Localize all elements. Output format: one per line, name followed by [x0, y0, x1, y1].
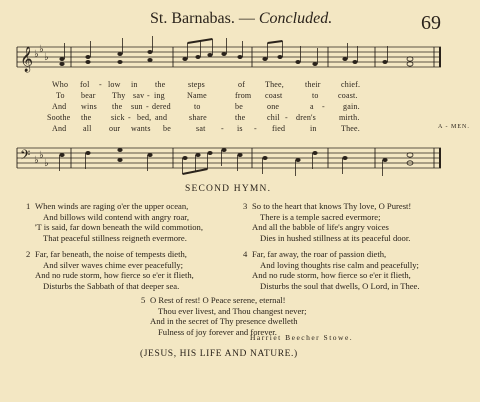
verse-2: [26, 249, 194, 291]
syllable: wants: [131, 124, 151, 133]
verse-number: 4: [243, 249, 248, 259]
svg-text:♭: ♭: [39, 150, 44, 161]
syllable: low: [108, 80, 121, 89]
verse-line: Disturbs the soul that dwells, O Lord, in Thee.: [260, 280, 420, 291]
syllable: of: [238, 80, 246, 89]
syllable: -: [322, 102, 325, 111]
treble-notes: [59, 50, 413, 66]
svg-text:𝄞: 𝄞: [20, 47, 34, 72]
syllable: sun: [131, 102, 143, 111]
verse-line: And billows wild contend with angry roar,: [43, 211, 189, 222]
syllable: their: [305, 80, 321, 89]
syllable: chief.: [341, 80, 361, 89]
syllable: mirth.: [339, 113, 360, 122]
bass-staff: [17, 148, 441, 168]
verse-number: 5: [141, 295, 146, 305]
syllable: in: [131, 80, 138, 89]
syllable: Thy: [112, 91, 126, 100]
syllable: from: [235, 91, 252, 100]
syllable: sat: [196, 124, 206, 133]
syllable: Name: [187, 91, 207, 100]
tune-name: St. Barnabas.: [150, 10, 235, 27]
hymn-author: Harriet Beecher Stowe.: [250, 333, 354, 342]
syllable: sav: [133, 91, 145, 100]
verse-line: There is a temple sacred evermore;: [260, 211, 381, 222]
syllable: Soothe: [47, 113, 71, 122]
syllable: Thee,: [265, 80, 284, 89]
syllable: -: [254, 124, 257, 133]
verse-line: Disturbs the Sabbath of that deeper sea.: [43, 280, 180, 291]
lyrics-line-3: [0, 102, 480, 113]
syllable: our: [109, 124, 121, 133]
syllable: Thee.: [341, 124, 360, 133]
lyrics-line-5: [0, 124, 480, 135]
lyrics-line-1: [0, 80, 480, 91]
syllable: ing: [154, 91, 165, 100]
syllable: sick: [111, 113, 125, 122]
syllable: fied: [272, 124, 286, 133]
verse-number: 1: [26, 201, 31, 211]
verse-line: And in the secret of Thy presence dwelleth: [150, 316, 298, 327]
title-dash: —: [238, 10, 255, 27]
syllable: to: [194, 102, 201, 111]
verse-line: And silver waves chime ever peacefully;: [43, 259, 184, 270]
syllable: one: [267, 102, 280, 111]
verse-4: [243, 249, 420, 291]
concluded-label: Concluded.: [258, 10, 333, 27]
syllable: in: [310, 124, 317, 133]
syllable: bear: [81, 91, 96, 100]
syllable: the: [155, 80, 166, 89]
verse-number: 3: [243, 201, 248, 211]
syllable: gain.: [343, 102, 360, 111]
verse-line: Thou ever livest, and Thou changest never;: [158, 305, 307, 316]
syllable: dren's: [296, 113, 316, 122]
verse-line: When winds are raging o'er the upper ocean,: [35, 201, 189, 211]
syllable: -: [146, 102, 149, 111]
lyrics-line-4: [0, 113, 480, 124]
syllable: a: [310, 102, 314, 111]
verse-line: And no rude storm, how fierce so e'er it flieth,: [252, 270, 411, 281]
syllable: And: [52, 124, 67, 133]
syllable: is: [237, 124, 243, 133]
page-number: 69: [421, 12, 441, 34]
verse-line: Far, far away, the roar of passion dieth,: [252, 249, 387, 259]
syllable: bed,: [137, 113, 152, 122]
verse-line: So to the heart that knows Thy love, O Purest!: [252, 201, 412, 211]
syllable: the: [235, 113, 246, 122]
treble-stems-and-beams: [65, 36, 388, 64]
syllable: share: [189, 113, 207, 122]
verse-line: And all the babble of life's angry voices: [252, 222, 389, 233]
syllable: be: [235, 102, 243, 111]
svg-text:♭: ♭: [34, 155, 39, 166]
syllable: the: [81, 113, 92, 122]
svg-text:♭: ♭: [39, 44, 44, 55]
svg-text:♭: ♭: [44, 158, 49, 169]
syllable: And: [52, 102, 67, 111]
verse-1: [26, 201, 203, 243]
syllable: -: [128, 113, 131, 122]
syllable: -: [221, 124, 224, 133]
syllable: steps: [188, 80, 205, 89]
verse-number: 2: [26, 249, 31, 259]
verse-5: [141, 295, 307, 337]
treble-staff: [17, 47, 441, 67]
bass-notes: [59, 148, 413, 165]
syllable: -: [147, 91, 150, 100]
syllable: coast: [265, 91, 283, 100]
syllable: fol: [80, 80, 90, 89]
syllable: and: [155, 113, 168, 122]
verse-line: Dies in hushed stillness at its peaceful door.: [260, 232, 411, 243]
verse-line: And no rude storm, how fierce so e'er it flieth,: [35, 270, 194, 281]
verse-line: O Rest of rest! O Peace serene, eternal!: [150, 295, 286, 305]
syllable: coast.: [338, 91, 358, 100]
syllable: Who: [52, 80, 69, 89]
syllable: be: [163, 124, 171, 133]
syllable: dered: [152, 102, 171, 111]
lyrics-line-2: [0, 91, 480, 102]
syllable: to: [312, 91, 319, 100]
syllable: -: [99, 80, 102, 89]
syllable: the: [112, 102, 123, 111]
verse-3: [243, 201, 412, 243]
syllable: -: [285, 113, 288, 122]
verse-line: Fulness of joy forever and forever.: [158, 326, 277, 337]
verse-line: Far, far beneath, the noise of tempests dieth,: [35, 249, 187, 259]
verse-line: And loving thoughts rise calm and peacefully;: [260, 259, 419, 270]
svg-text:♭: ♭: [34, 49, 39, 60]
syllable: all: [83, 124, 92, 133]
verse-line: That peaceful stillness reigneth evermore.: [43, 232, 187, 243]
syllable: To: [56, 91, 65, 100]
syllable: wins: [81, 102, 97, 111]
svg-text:♭: ♭: [44, 52, 49, 63]
syllable: chil: [267, 113, 280, 122]
svg-text:𝄢: 𝄢: [20, 147, 31, 166]
amen-label: A - MEN.: [438, 124, 470, 130]
verse-line: 'T is said, far down beneath the wild commotion,: [35, 222, 203, 233]
second-hymn-heading: SECOND HYMN.: [185, 184, 272, 194]
collection-title: (JESUS, HIS LIFE AND NATURE.): [140, 349, 298, 359]
